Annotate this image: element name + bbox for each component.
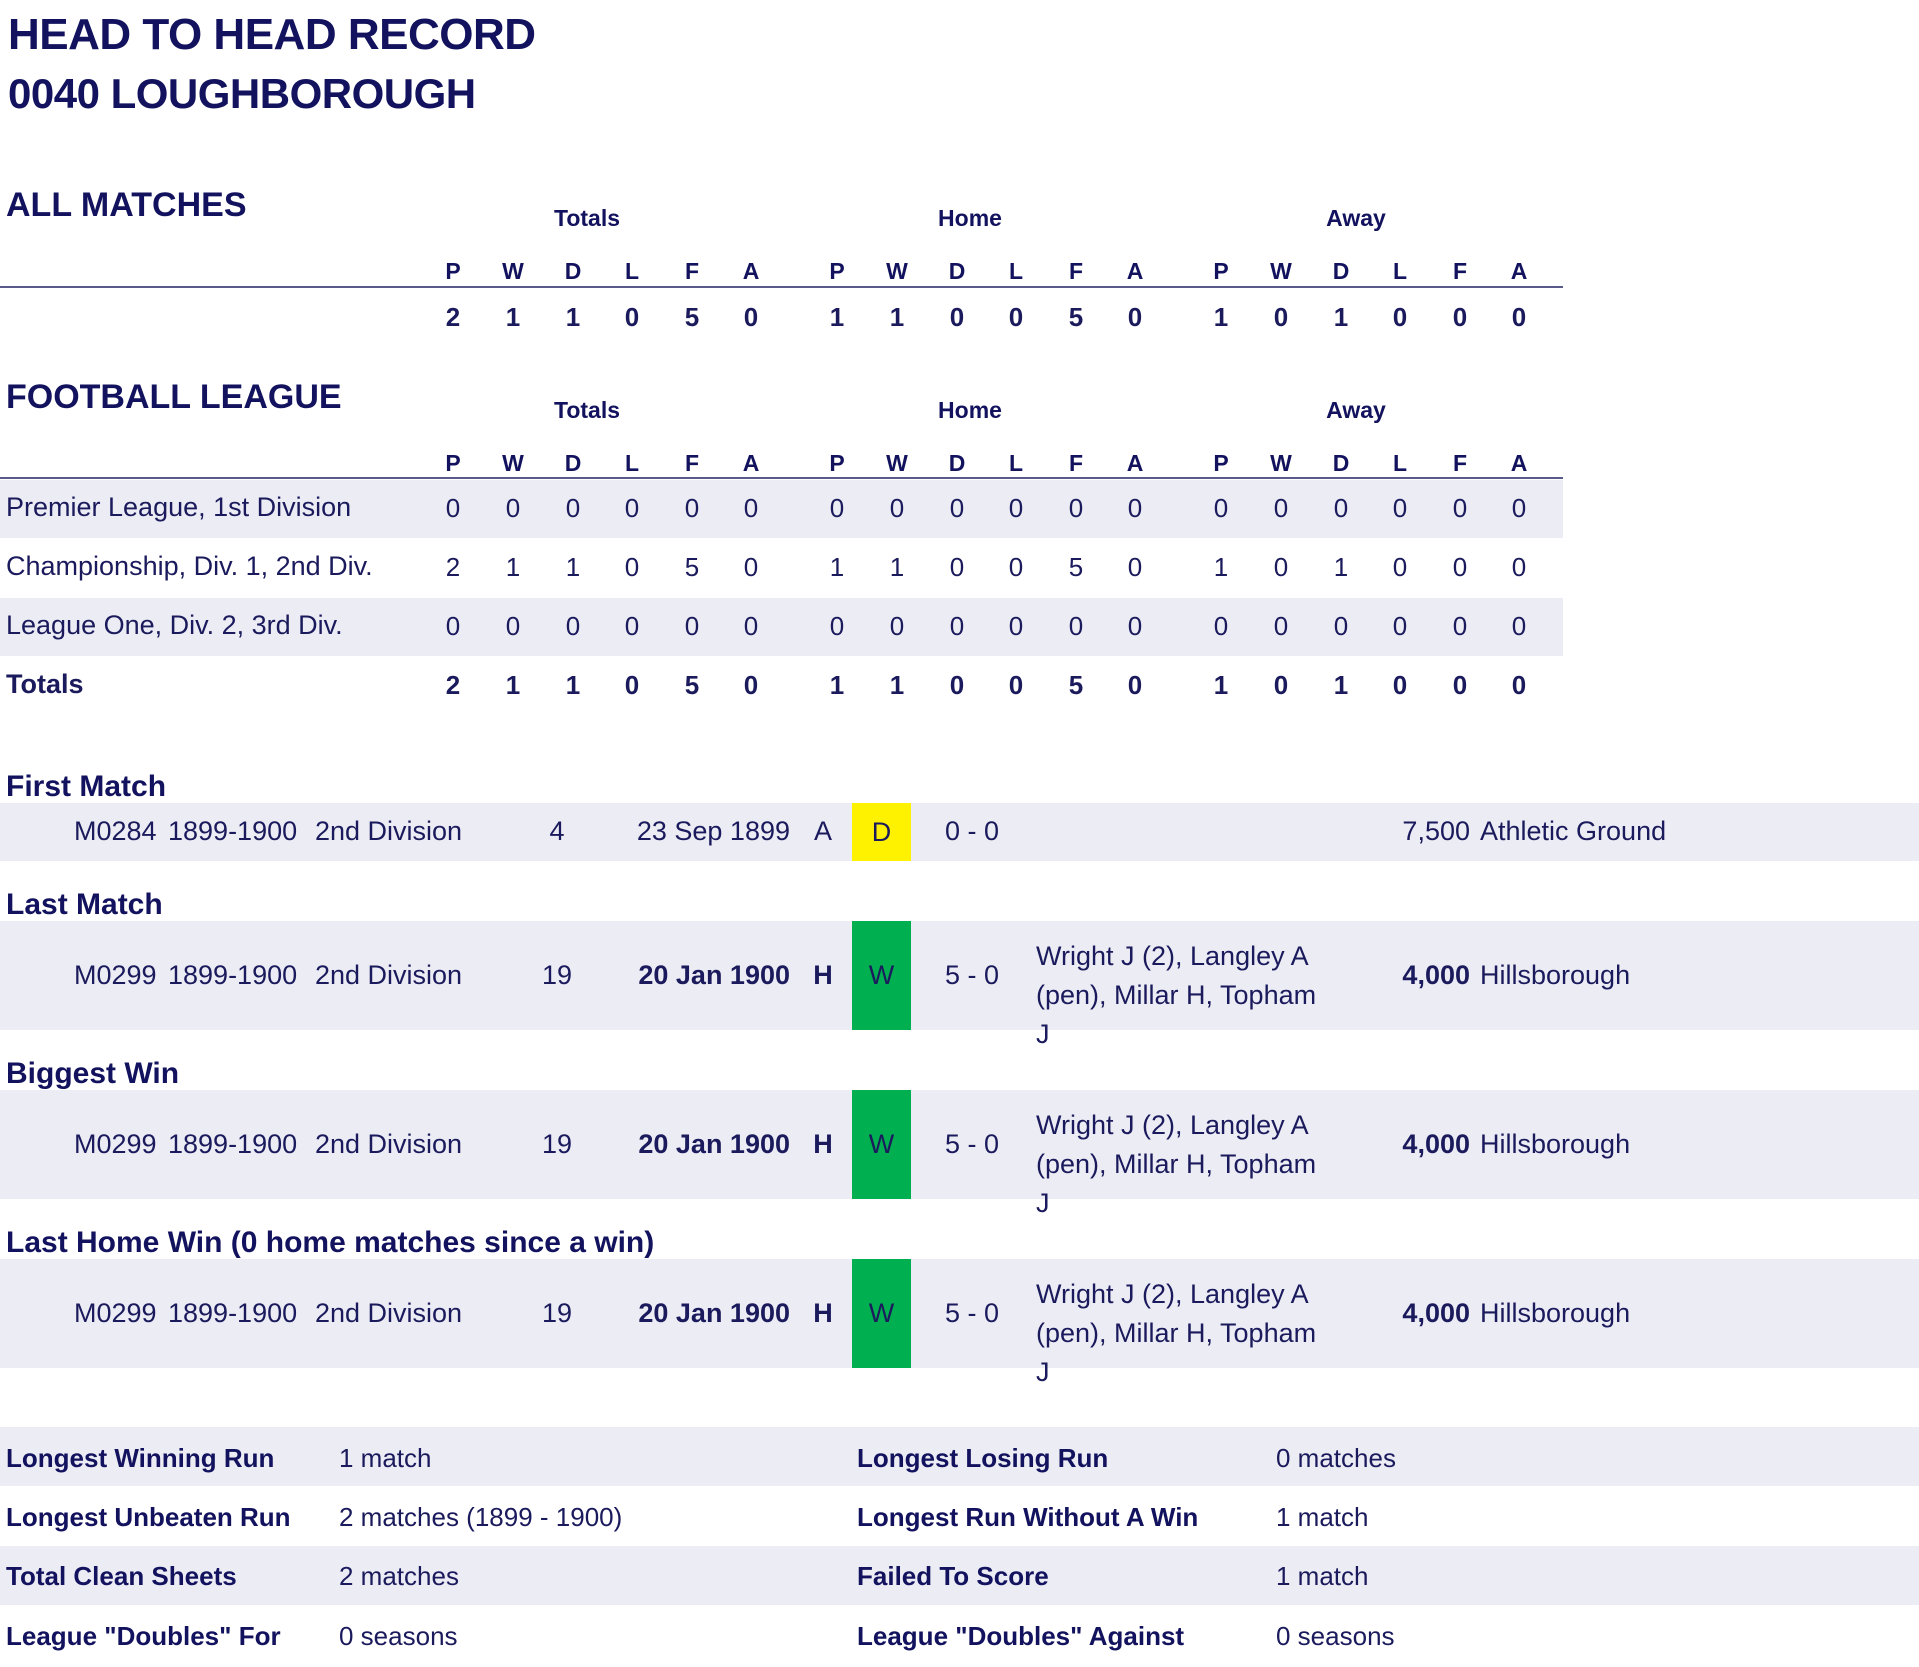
column-header: F	[684, 450, 700, 476]
stat-label: Failed To Score	[857, 1561, 1049, 1591]
stat-cell: 0	[1213, 611, 1229, 641]
stat-cell: 0	[1127, 302, 1143, 332]
match-heading: Biggest Win	[6, 1057, 180, 1090]
stat-cell: 1	[1333, 302, 1349, 332]
stat-cell: 0	[684, 493, 700, 523]
stat-cell: 0	[949, 302, 965, 332]
stat-cell: 0	[743, 670, 759, 700]
match-venue: A	[813, 816, 832, 846]
column-header: W	[886, 258, 908, 284]
stat-cell: 0	[1273, 611, 1289, 641]
result-badge: W	[852, 921, 911, 1030]
column-header: L	[1008, 450, 1024, 476]
match-venue: H	[813, 1128, 833, 1159]
stat-cell: 0	[1452, 611, 1468, 641]
group-header-totals: Totals	[553, 397, 621, 423]
stat-cell: 0	[565, 493, 581, 523]
stat-cell: 5	[684, 670, 700, 700]
column-header: W	[1270, 450, 1292, 476]
stat-cell: 0	[743, 552, 759, 582]
stat-cell: 0	[743, 493, 759, 523]
column-header: P	[1213, 258, 1229, 284]
all-matches-heading: ALL MATCHES	[6, 186, 247, 224]
column-header: F	[1068, 450, 1084, 476]
stat-cell: 2	[445, 302, 461, 332]
stat-label: Longest Losing Run	[857, 1443, 1109, 1473]
column-header: P	[445, 258, 461, 284]
result-badge: W	[852, 1259, 911, 1368]
stat-label: League "Doubles" For	[6, 1621, 281, 1651]
stat-cell: 2	[445, 552, 461, 582]
stat-value: 0 seasons	[1276, 1621, 1395, 1651]
stat-value: 1 match	[1276, 1561, 1369, 1591]
match-round: 4	[549, 816, 565, 846]
stat-cell: 2	[445, 670, 461, 700]
stat-cell: 0	[624, 302, 640, 332]
match-heading: Last Match	[6, 888, 163, 921]
stat-cell: 1	[565, 552, 581, 582]
stat-cell: 1	[565, 302, 581, 332]
stat-cell: 0	[1511, 302, 1527, 332]
table-row	[0, 492, 1563, 532]
column-header: D	[564, 258, 582, 284]
stat-value: 2 matches (1899 - 1900)	[339, 1502, 623, 1532]
stat-cell: 0	[1273, 552, 1289, 582]
stat-cell: 5	[1068, 552, 1084, 582]
match-round: 19	[541, 1128, 573, 1159]
stat-row	[0, 1502, 1919, 1538]
stat-cell: 0	[889, 493, 905, 523]
stat-value: 0 seasons	[339, 1621, 458, 1651]
stat-cell: 0	[1127, 552, 1143, 582]
stat-cell: 1	[1213, 552, 1229, 582]
stat-cell: 0	[624, 552, 640, 582]
stat-label: League "Doubles" Against	[857, 1621, 1185, 1651]
column-header: D	[948, 258, 966, 284]
match-attendance: 7,500	[1402, 816, 1470, 846]
match-venue: H	[813, 1297, 833, 1328]
stat-row	[0, 1621, 1919, 1657]
match-season: 1899-1900	[168, 816, 298, 846]
goal-scorers: Wright J (2), Langley A (pen), Millar H, Topham J	[1036, 1109, 1317, 1218]
match-ground: Hillsborough	[1480, 1297, 1631, 1328]
row-label: Championship, Div. 1, 2nd Div.	[6, 551, 373, 581]
group-header-home: Home	[938, 397, 1002, 423]
stat-cell: 1	[505, 552, 521, 582]
stat-cell: 0	[624, 670, 640, 700]
match-heading: First Match	[6, 770, 167, 803]
stat-cell: 1	[1213, 302, 1229, 332]
match-venue: H	[813, 959, 833, 990]
stat-row	[0, 1443, 1919, 1479]
column-header: L	[1392, 258, 1408, 284]
match-attendance: 4,000	[1402, 1297, 1470, 1328]
column-header: F	[1068, 258, 1084, 284]
match-round: 19	[541, 1297, 573, 1328]
stat-value: 0 matches	[1276, 1443, 1396, 1473]
stat-cell: 0	[1392, 611, 1408, 641]
column-header: D	[1332, 258, 1350, 284]
stat-cell: 0	[1511, 670, 1527, 700]
match-division: 2nd Division	[315, 816, 463, 846]
stat-cell: 1	[889, 302, 905, 332]
group-header-totals: Totals	[553, 205, 621, 231]
match-season: 1899-1900	[168, 1297, 298, 1328]
stat-cell: 0	[829, 611, 845, 641]
stat-cell: 0	[1127, 611, 1143, 641]
column-header: W	[502, 450, 524, 476]
stat-label: Total Clean Sheets	[6, 1561, 237, 1591]
column-header: F	[1452, 258, 1468, 284]
stat-cell: 1	[889, 670, 905, 700]
stat-cell: 0	[1392, 302, 1408, 332]
stat-cell: 0	[445, 493, 461, 523]
stat-cell: 0	[624, 611, 640, 641]
stat-cell: 0	[1127, 670, 1143, 700]
stat-row	[0, 1561, 1919, 1597]
match-season: 1899-1900	[168, 959, 298, 990]
row-label: Totals	[6, 669, 84, 699]
stat-cell: 0	[1333, 611, 1349, 641]
column-header: W	[886, 450, 908, 476]
match-season: 1899-1900	[168, 1128, 298, 1159]
stat-cell: 0	[505, 493, 521, 523]
stat-cell: 0	[1511, 493, 1527, 523]
stat-cell: 1	[565, 670, 581, 700]
stat-cell: 0	[624, 493, 640, 523]
column-header: L	[624, 258, 640, 284]
goal-scorers: Wright J (2), Langley A (pen), Millar H, Topham J	[1036, 1278, 1317, 1387]
stat-cell: 0	[1008, 552, 1024, 582]
stat-cell: 1	[829, 552, 845, 582]
column-header: A	[1126, 450, 1144, 476]
match-date: 20 Jan 1900	[638, 1128, 790, 1159]
stat-cell: 0	[1452, 493, 1468, 523]
club-subtitle: 0040 LOUGHBOROUGH	[8, 70, 476, 117]
stat-cell: 0	[1273, 493, 1289, 523]
stat-cell: 0	[1273, 670, 1289, 700]
stat-cell: 1	[829, 670, 845, 700]
column-header: P	[829, 450, 845, 476]
stat-cell: 0	[1213, 493, 1229, 523]
match-division: 2nd Division	[315, 1297, 463, 1328]
stat-cell: 1	[505, 302, 521, 332]
stat-cell: 0	[949, 670, 965, 700]
match-attendance: 4,000	[1402, 959, 1470, 990]
divider	[0, 477, 1563, 479]
match-ground: Hillsborough	[1480, 959, 1631, 990]
stat-cell: 0	[1008, 493, 1024, 523]
column-header: D	[564, 450, 582, 476]
stat-cell: 0	[1068, 493, 1084, 523]
stat-cell: 0	[1008, 611, 1024, 641]
column-header: A	[1126, 258, 1144, 284]
result-badge: W	[852, 1090, 911, 1199]
stat-cell: 0	[505, 611, 521, 641]
column-header: W	[502, 258, 524, 284]
table-row	[0, 610, 1563, 650]
stat-cell: 0	[1008, 302, 1024, 332]
column-header: P	[1213, 450, 1229, 476]
row-label: Premier League, 1st Division	[6, 492, 352, 522]
divider	[0, 286, 1563, 288]
stat-cell: 0	[1333, 493, 1349, 523]
stat-cell: 0	[1511, 611, 1527, 641]
stat-cell: 0	[949, 493, 965, 523]
match-score: 0 - 0	[944, 816, 1000, 846]
group-header-away: Away	[1326, 205, 1386, 231]
group-header-home: Home	[938, 205, 1002, 231]
column-header: A	[742, 258, 760, 284]
match-division: 2nd Division	[315, 1128, 463, 1159]
page-title: HEAD TO HEAD RECORD	[8, 10, 536, 59]
stat-cell: 0	[684, 611, 700, 641]
stat-cell: 0	[949, 552, 965, 582]
stat-cell: 0	[743, 302, 759, 332]
stat-cell: 0	[1452, 670, 1468, 700]
column-header: W	[1270, 258, 1292, 284]
match-heading: Last Home Win (0 home matches since a win)	[6, 1226, 655, 1259]
table-row	[0, 551, 1563, 591]
stat-cell: 5	[1068, 302, 1084, 332]
match-id: M0299	[74, 959, 157, 990]
column-header: F	[1452, 450, 1468, 476]
match-date: 23 Sep 1899	[636, 816, 790, 846]
match-id: M0299	[74, 1128, 157, 1159]
stat-label: Longest Unbeaten Run	[6, 1502, 291, 1532]
result-badge: D	[852, 803, 911, 861]
column-header: D	[948, 450, 966, 476]
stat-cell: 0	[829, 493, 845, 523]
match-round: 19	[541, 959, 573, 990]
match-division: 2nd Division	[315, 959, 463, 990]
stat-cell: 0	[1392, 670, 1408, 700]
stat-cell: 0	[1452, 552, 1468, 582]
column-header: A	[1510, 258, 1528, 284]
column-header: A	[1510, 450, 1528, 476]
stat-cell: 0	[1392, 493, 1408, 523]
stat-cell: 0	[1127, 493, 1143, 523]
match-date: 20 Jan 1900	[638, 1297, 790, 1328]
column-header: L	[624, 450, 640, 476]
column-header: A	[742, 450, 760, 476]
totals-row	[0, 669, 1563, 709]
stat-cell: 1	[505, 670, 521, 700]
stat-label: Longest Winning Run	[6, 1443, 275, 1473]
column-header: F	[684, 258, 700, 284]
goal-scorers: Wright J (2), Langley A (pen), Millar H, Topham J	[1036, 940, 1317, 1049]
stat-cell: 0	[1273, 302, 1289, 332]
stat-cell: 0	[1008, 670, 1024, 700]
stat-cell: 1	[1333, 552, 1349, 582]
column-header: L	[1008, 258, 1024, 284]
row-label: League One, Div. 2, 3rd Div.	[6, 610, 343, 640]
match-ground: Hillsborough	[1480, 1128, 1631, 1159]
stat-value: 1 match	[339, 1443, 432, 1473]
stat-cell: 0	[743, 611, 759, 641]
column-header: D	[1332, 450, 1350, 476]
stat-cell: 0	[949, 611, 965, 641]
stat-value: 1 match	[1276, 1502, 1369, 1532]
match-id: M0284	[74, 816, 157, 846]
stat-cell: 0	[889, 611, 905, 641]
stat-cell: 0	[1452, 302, 1468, 332]
stat-value: 2 matches	[339, 1561, 459, 1591]
match-score: 5 - 0	[944, 1128, 1000, 1159]
stat-cell: 0	[565, 611, 581, 641]
match-attendance: 4,000	[1402, 1128, 1470, 1159]
stat-cell: 1	[1213, 670, 1229, 700]
stat-cell: 5	[684, 552, 700, 582]
stat-cell: 1	[889, 552, 905, 582]
stat-cell: 5	[684, 302, 700, 332]
stat-cell: 1	[829, 302, 845, 332]
match-date: 20 Jan 1900	[638, 959, 790, 990]
stat-label: Longest Run Without A Win	[857, 1502, 1199, 1532]
stat-cell: 0	[1511, 552, 1527, 582]
match-score: 5 - 0	[944, 959, 1000, 990]
match-score: 5 - 0	[944, 1297, 1000, 1328]
stat-cell: 0	[1068, 611, 1084, 641]
column-header: P	[829, 258, 845, 284]
stat-cell: 1	[1333, 670, 1349, 700]
group-header-away: Away	[1326, 397, 1386, 423]
column-header: L	[1392, 450, 1408, 476]
stat-cell: 0	[1392, 552, 1408, 582]
match-id: M0299	[74, 1297, 157, 1328]
column-header: P	[445, 450, 461, 476]
stat-cell: 5	[1068, 670, 1084, 700]
stat-cell: 0	[445, 611, 461, 641]
football-league-heading: FOOTBALL LEAGUE	[6, 378, 342, 416]
match-ground: Athletic Ground	[1480, 816, 1667, 846]
